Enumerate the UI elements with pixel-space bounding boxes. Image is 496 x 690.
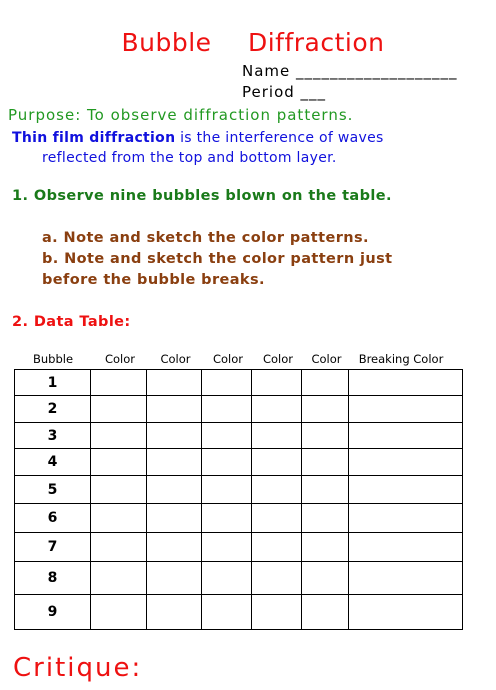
breaking-color-cell[interactable] (349, 423, 463, 449)
table-row (15, 533, 463, 562)
color-cell[interactable] (202, 449, 252, 476)
color-cell[interactable] (91, 595, 147, 630)
color-cell[interactable] (252, 533, 302, 562)
breaking-color-cell[interactable] (349, 449, 463, 476)
breaking-color-cell[interactable] (349, 370, 463, 396)
color-cell[interactable] (202, 595, 252, 630)
bubble-number: 9 (15, 595, 91, 630)
color-cell[interactable] (202, 476, 252, 504)
color-cell[interactable] (91, 423, 147, 449)
color-cell[interactable] (302, 423, 349, 449)
name-line: Name ___________________ (242, 62, 458, 80)
color-cell[interactable] (302, 562, 349, 595)
page-title: Bubble Diffraction (121, 28, 385, 57)
definition-line-2: reflected from the top and bottom layer. (42, 150, 337, 166)
color-cell[interactable] (147, 396, 202, 423)
bubble-number: 8 (15, 562, 91, 595)
header-color-1: Color (104, 352, 136, 366)
critique-heading: Critique: (13, 653, 143, 683)
bubble-number: 1 (15, 370, 91, 396)
breaking-color-cell[interactable] (349, 476, 463, 504)
color-cell[interactable] (147, 595, 202, 630)
header-color-5: Color (311, 352, 342, 366)
definition-text: is the interference of waves (175, 130, 384, 146)
step-1b-continued: before the bubble breaks. (42, 272, 265, 288)
color-cell[interactable] (91, 504, 147, 533)
color-cell[interactable] (252, 370, 302, 396)
color-cell[interactable] (91, 449, 147, 476)
header-bubble: Bubble (32, 352, 74, 366)
color-cell[interactable] (252, 595, 302, 630)
color-cell[interactable] (252, 562, 302, 595)
table-row (15, 562, 463, 595)
table-row (15, 370, 463, 396)
bubble-number: 6 (15, 504, 91, 533)
color-cell[interactable] (202, 504, 252, 533)
color-cell[interactable] (91, 562, 147, 595)
table-row (15, 476, 463, 504)
table-row (15, 504, 463, 533)
header-color-3: Color (212, 352, 244, 366)
header-color-2: Color (160, 352, 191, 366)
color-cell[interactable] (302, 396, 349, 423)
step-1b: b. Note and sketch the color pattern just (42, 251, 393, 267)
color-cell[interactable] (147, 476, 202, 504)
data-table (14, 369, 463, 630)
definition-line-1 (12, 130, 384, 146)
step-1a: a. Note and sketch the color patterns. (42, 230, 369, 246)
bubble-number: 2 (15, 396, 91, 423)
color-cell[interactable] (202, 396, 252, 423)
color-cell[interactable] (91, 396, 147, 423)
color-cell[interactable] (252, 476, 302, 504)
table-row (15, 449, 463, 476)
table-row (15, 396, 463, 423)
color-cell[interactable] (202, 533, 252, 562)
bubble-number: 4 (15, 449, 91, 476)
bubble-number: 5 (15, 476, 91, 504)
period-line: Period ___ (242, 83, 327, 101)
color-cell[interactable] (302, 449, 349, 476)
header-color-4: Color (262, 352, 294, 366)
color-cell[interactable] (147, 449, 202, 476)
color-cell[interactable] (147, 533, 202, 562)
bubble-number: 3 (15, 423, 91, 449)
color-cell[interactable] (147, 423, 202, 449)
color-cell[interactable] (302, 476, 349, 504)
color-cell[interactable] (302, 504, 349, 533)
color-cell[interactable] (91, 476, 147, 504)
breaking-color-cell[interactable] (349, 396, 463, 423)
color-cell[interactable] (302, 595, 349, 630)
table-row (15, 423, 463, 449)
color-cell[interactable] (302, 533, 349, 562)
color-cell[interactable] (91, 370, 147, 396)
color-cell[interactable] (91, 533, 147, 562)
step-2: 2. Data Table: (12, 314, 131, 330)
purpose-text: Purpose: To observe diffraction patterns. (8, 106, 354, 124)
definition-term: Thin film diffraction (12, 130, 176, 146)
color-cell[interactable] (147, 370, 202, 396)
breaking-color-cell[interactable] (349, 533, 463, 562)
color-cell[interactable] (202, 370, 252, 396)
color-cell[interactable] (202, 423, 252, 449)
bubble-number: 7 (15, 533, 91, 562)
table-row (15, 595, 463, 630)
breaking-color-cell[interactable] (349, 595, 463, 630)
step-1: 1. Observe nine bubbles blown on the table. (12, 188, 392, 204)
color-cell[interactable] (252, 504, 302, 533)
color-cell[interactable] (252, 449, 302, 476)
color-cell[interactable] (147, 562, 202, 595)
color-cell[interactable] (252, 396, 302, 423)
breaking-color-cell[interactable] (349, 504, 463, 533)
color-cell[interactable] (147, 504, 202, 533)
color-cell[interactable] (202, 562, 252, 595)
header-breaking-color: Breaking Color (358, 352, 444, 366)
color-cell[interactable] (252, 423, 302, 449)
color-cell[interactable] (302, 370, 349, 396)
breaking-color-cell[interactable] (349, 562, 463, 595)
